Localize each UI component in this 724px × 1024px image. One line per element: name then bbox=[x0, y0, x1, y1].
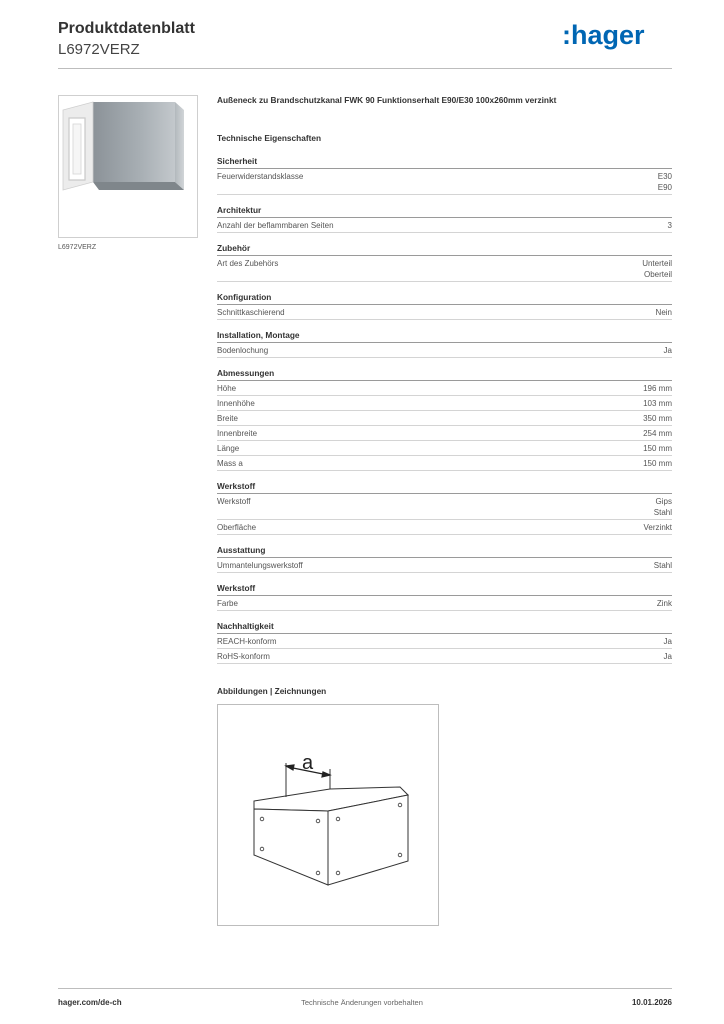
spec-values bbox=[643, 458, 672, 469]
section-title: Konfiguration bbox=[217, 292, 672, 305]
product-description: Außeneck zu Brandschutzkanal FWK 90 Funktionserhalt E90/E30 100x260mm verzinkt bbox=[217, 95, 557, 105]
spec-label: Schnittkaschierend bbox=[217, 308, 285, 317]
spec-values bbox=[668, 220, 672, 231]
section-title: Architektur bbox=[217, 205, 672, 218]
spec-value: Gips bbox=[655, 497, 672, 506]
product-code: L6972VERZ bbox=[58, 41, 140, 58]
spec-label: Bodenlochung bbox=[217, 346, 269, 355]
footer-divider bbox=[58, 988, 672, 989]
svg-text::hager: :hager bbox=[562, 20, 645, 50]
spec-value: 3 bbox=[667, 221, 672, 230]
spec-value: Ja bbox=[663, 346, 672, 355]
spec-label: Innenbreite bbox=[217, 429, 258, 438]
spec-row bbox=[217, 396, 672, 411]
spec-row bbox=[217, 649, 672, 664]
spec-value: 150 mm bbox=[643, 459, 672, 468]
spec-label: RoHS-konform bbox=[217, 652, 270, 661]
spec-values bbox=[644, 522, 672, 533]
spec-label: REACH-konform bbox=[217, 637, 277, 646]
technical-drawing bbox=[217, 704, 439, 926]
spec-values bbox=[654, 496, 672, 518]
spec-value: 150 mm bbox=[643, 444, 672, 453]
spec-row bbox=[217, 456, 672, 471]
spec-values bbox=[656, 307, 672, 318]
section-title: Zubehör bbox=[217, 243, 672, 256]
footer-date: 10.01.2026 bbox=[631, 998, 672, 1007]
page-header bbox=[58, 20, 672, 70]
spec-value: Zink bbox=[656, 599, 672, 608]
spec-label: Werkstoff bbox=[217, 497, 251, 506]
spec-value: Stahl bbox=[653, 561, 672, 570]
spec-sections bbox=[217, 156, 672, 664]
spec-row bbox=[217, 411, 672, 426]
technical-properties-heading: Technische Eigenschaften bbox=[217, 133, 322, 143]
spec-label: Ummantelungswerkstoff bbox=[217, 561, 303, 570]
spec-label: Innenhöhe bbox=[217, 399, 255, 408]
spec-row bbox=[217, 596, 672, 611]
spec-section bbox=[217, 205, 672, 233]
spec-row bbox=[217, 494, 672, 520]
spec-values bbox=[643, 443, 672, 454]
spec-values bbox=[658, 171, 672, 193]
spec-row bbox=[217, 520, 672, 535]
spec-row bbox=[217, 305, 672, 320]
spec-values bbox=[643, 398, 672, 409]
spec-label: Art des Zubehörs bbox=[217, 259, 279, 268]
spec-row bbox=[217, 441, 672, 456]
spec-values bbox=[643, 428, 672, 439]
spec-label: Mass a bbox=[217, 459, 243, 468]
spec-row bbox=[217, 256, 672, 282]
spec-values bbox=[643, 413, 672, 424]
dimension-label: a bbox=[302, 752, 314, 774]
document-title: Produktdatenblatt bbox=[58, 20, 195, 37]
spec-value: Nein bbox=[655, 308, 672, 317]
spec-value: 196 mm bbox=[643, 384, 672, 393]
section-title: Sicherheit bbox=[217, 156, 672, 169]
section-title: Nachhaltigkeit bbox=[217, 621, 672, 634]
spec-label: Höhe bbox=[217, 384, 237, 393]
spec-section bbox=[217, 583, 672, 611]
section-title: Ausstattung bbox=[217, 545, 672, 558]
spec-section bbox=[217, 330, 672, 358]
spec-label: Farbe bbox=[217, 599, 238, 608]
spec-value: Ja bbox=[663, 652, 672, 661]
spec-values bbox=[664, 651, 672, 662]
spec-value: Unterteil bbox=[642, 259, 672, 268]
spec-value: E30 bbox=[657, 172, 672, 181]
hager-logo bbox=[562, 18, 654, 52]
spec-row bbox=[217, 169, 672, 195]
spec-value: E90 bbox=[657, 183, 672, 192]
section-title: Werkstoff bbox=[217, 583, 672, 596]
spec-section bbox=[217, 545, 672, 573]
drawings-heading: Abbildungen | Zeichnungen bbox=[217, 686, 327, 696]
spec-label: Breite bbox=[217, 414, 238, 423]
spec-row bbox=[217, 381, 672, 396]
spec-label: Länge bbox=[217, 444, 240, 453]
spec-section bbox=[217, 621, 672, 664]
spec-values bbox=[664, 636, 672, 647]
section-title: Werkstoff bbox=[217, 481, 672, 494]
spec-values bbox=[654, 560, 672, 571]
product-details bbox=[217, 95, 672, 926]
image-caption: L6972VERZ bbox=[58, 244, 97, 251]
spec-row bbox=[217, 343, 672, 358]
spec-value: Ja bbox=[663, 637, 672, 646]
spec-value: Verzinkt bbox=[643, 523, 672, 532]
spec-section bbox=[217, 243, 672, 282]
spec-section bbox=[217, 292, 672, 320]
footer-website: hager.com/de-ch bbox=[58, 998, 122, 1007]
spec-values bbox=[664, 345, 672, 356]
spec-value: 350 mm bbox=[643, 414, 672, 423]
spec-section bbox=[217, 156, 672, 195]
spec-value: 103 mm bbox=[643, 399, 672, 408]
footer-notice: Technische Änderungen vorbehalten bbox=[301, 998, 423, 1007]
spec-label: Oberfläche bbox=[217, 523, 257, 532]
spec-section bbox=[217, 368, 672, 471]
spec-label: Feuerwiderstandsklasse bbox=[217, 172, 304, 181]
spec-row bbox=[217, 558, 672, 573]
spec-values bbox=[643, 383, 672, 394]
spec-row bbox=[217, 634, 672, 649]
spec-row bbox=[217, 426, 672, 441]
spec-value: Oberteil bbox=[643, 270, 672, 279]
spec-section bbox=[217, 481, 672, 535]
spec-value: Stahl bbox=[653, 508, 672, 517]
section-title: Abmessungen bbox=[217, 368, 672, 381]
spec-values bbox=[657, 598, 672, 609]
spec-label: Anzahl der beflammbaren Seiten bbox=[217, 221, 334, 230]
header-divider bbox=[58, 68, 672, 69]
section-title: Installation, Montage bbox=[217, 330, 672, 343]
spec-row bbox=[217, 218, 672, 233]
product-image-graphic bbox=[59, 96, 197, 237]
spec-values bbox=[642, 258, 672, 280]
corner-drawing bbox=[218, 705, 438, 925]
product-image bbox=[58, 95, 198, 238]
spec-value: 254 mm bbox=[643, 429, 672, 438]
